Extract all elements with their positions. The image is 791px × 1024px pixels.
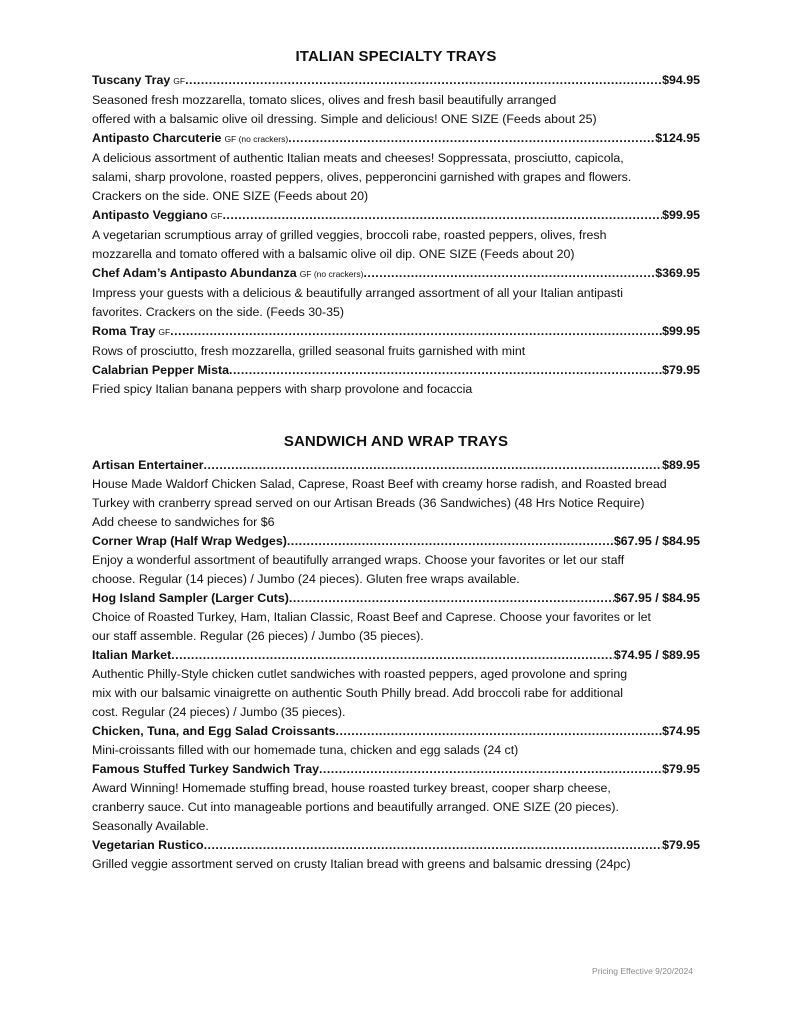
- item-price: $124.95: [655, 131, 700, 145]
- dot-leader: [288, 129, 655, 148]
- item-description: House Made Waldorf Chicken Salad, Caprese, Roast Beef with creamy horse radish, and Roasted bread Turkey with cranberry spread served on our Artisan Breads (36 Sandwiches) (48 Hrs Notice Require) Add cheese to sandwiches for $6: [92, 477, 667, 529]
- dot-leader: [204, 456, 663, 475]
- item-name: Chicken, Tuna, and Egg Salad Croissants: [92, 724, 336, 738]
- menu-item-antipasto-abundanza: [92, 264, 700, 322]
- item-price: $74.95: [662, 724, 700, 738]
- item-description: Authentic Philly-Style chicken cutlet sandwiches with roasted peppers, aged provolone and spring mix with our balsamic vinaigrette on authentic South Philly bread. Add broccoli rabe for additional cost. Regular (24 pieces) / Jumbo (35 pieces).: [92, 667, 628, 719]
- item-name: Vegetarian Rustico: [92, 838, 204, 852]
- item-note: GF: [173, 76, 186, 86]
- item-price: $94.95: [662, 73, 700, 87]
- dot-leader: [287, 532, 614, 551]
- item-description: Impress your guests with a delicious & beautifully arranged assortment of all your Italian antipasti favorites. Crackers on the side. (Feeds 30-35): [92, 286, 624, 319]
- item-price: $89.95: [662, 458, 700, 472]
- menu-item-tuscany-tray: [92, 71, 700, 129]
- dot-leader: [363, 264, 655, 283]
- item-description: Seasoned fresh mozzarella, tomato slices, olives and fresh basil beautifully arranged offered with a balsamic olive oil dressing. Simple and delicious! ONE SIZE (Feeds about 25): [92, 93, 597, 126]
- menu-page: [92, 48, 700, 874]
- item-name: Calabrian Pepper Mista: [92, 363, 230, 377]
- menu-item-antipasto-veggiano: [92, 206, 700, 264]
- item-description: Enjoy a wonderful assortment of beautifully arranged wraps. Choose your favorites or let our staff choose. Regular (14 pieces) / Jumbo (24 pieces). Gluten free wraps available.: [92, 553, 625, 586]
- item-note: GF (no crackers): [299, 269, 364, 279]
- dot-leader: [229, 361, 662, 380]
- menu-item-hog-island-sampler: [92, 589, 700, 646]
- menu-item-roma-tray: [92, 322, 700, 361]
- dot-leader: [185, 71, 662, 90]
- item-price: $79.95: [662, 838, 700, 852]
- item-price: $74.95 / $89.95: [613, 648, 700, 662]
- menu-item-salad-croissants: [92, 722, 700, 760]
- dot-leader: [289, 589, 614, 608]
- item-name: Corner Wrap (Half Wrap Wedges): [92, 534, 287, 548]
- item-price: $99.95: [662, 208, 700, 222]
- menu-item-antipasto-charcuterie: [92, 129, 700, 206]
- item-description: Fried spicy Italian banana peppers with sharp provolone and focaccia: [92, 382, 473, 396]
- item-description: Grilled veggie assortment served on crusty Italian bread with greens and balsamic dressing (24pc): [92, 857, 631, 871]
- dot-leader: [204, 836, 663, 855]
- item-price: $67.95 / $84.95: [613, 534, 700, 548]
- menu-item-italian-market: [92, 646, 700, 722]
- dot-leader: [222, 206, 662, 225]
- menu-item-vegetarian-rustico: [92, 836, 700, 874]
- dot-leader: [171, 646, 614, 665]
- item-description: A delicious assortment of authentic Italian meats and cheeses! Soppressata, prosciutto, capicola, salami, sharp provolone, roasted peppers, olives, pepperoncini garnished with grapes and flowers. Crackers on the side. ONE SIZE (Feeds about 20): [92, 151, 632, 203]
- pricing-effective-footer: Pricing Effective 9/20/2024: [592, 966, 693, 976]
- item-name: Roma Tray: [92, 324, 156, 338]
- item-name: Antipasto Charcuterie: [92, 131, 222, 145]
- item-description: Rows of prosciutto, fresh mozzarella, grilled seasonal fruits garnished with mint: [92, 344, 526, 358]
- dot-leader: [319, 760, 662, 779]
- section-title: ITALIAN SPECIALTY TRAYS: [295, 48, 497, 65]
- item-name: Antipasto Veggiano: [92, 208, 208, 222]
- item-name: Tuscany Tray: [92, 73, 171, 87]
- section-title: SANDWICH AND WRAP TRAYS: [283, 433, 509, 450]
- menu-item-stuffed-turkey-tray: [92, 760, 700, 836]
- dot-leader: [336, 722, 663, 741]
- item-price: $99.95: [662, 324, 700, 338]
- item-name: Hog Island Sampler (Larger Cuts): [92, 591, 289, 605]
- item-note: GF: [210, 211, 223, 221]
- section-italian-specialty-trays: [92, 48, 700, 399]
- item-name: Famous Stuffed Turkey Sandwich Tray: [92, 762, 319, 776]
- item-name: Artisan Entertainer: [92, 458, 204, 472]
- item-price: $79.95: [662, 762, 700, 776]
- item-price: $67.95 / $84.95: [613, 591, 700, 605]
- item-description: Award Winning! Homemade stuffing bread, house roasted turkey breast, cooper sharp cheese, cranberry sauce. Cut into manageable portions and beautifully arranged. ONE SIZE (20 pieces). Seasonally Available.: [92, 781, 619, 833]
- item-name: Chef Adam’s Antipasto Abundanza: [92, 266, 297, 280]
- section-sandwich-and-wrap-trays: [92, 433, 700, 874]
- item-price: $79.95: [662, 363, 700, 377]
- menu-item-artisan-entertainer: [92, 456, 700, 532]
- dot-leader: [170, 322, 662, 341]
- item-price: $369.95: [655, 266, 700, 280]
- item-description: Choice of Roasted Turkey, Ham, Italian Classic, Roast Beef and Caprese. Choose your favorites or let our staff assemble. Regular (26 pieces) / Jumbo (35 pieces).: [92, 610, 651, 643]
- menu-item-corner-wrap: [92, 532, 700, 589]
- menu-item-calabrian-pepper-mista: [92, 361, 700, 399]
- item-note: GF: [158, 327, 171, 337]
- item-name: Italian Market: [92, 648, 172, 662]
- item-note: GF (no crackers): [224, 134, 289, 144]
- item-description: A vegetarian scrumptious array of grilled veggies, broccoli rabe, roasted peppers, olives, fresh mozzarella and tomato offered with a balsamic olive oil dip. ONE SIZE (Feeds about 20): [92, 228, 607, 261]
- item-description: Mini-croissants filled with our homemade tuna, chicken and egg salads (24 ct): [92, 743, 519, 757]
